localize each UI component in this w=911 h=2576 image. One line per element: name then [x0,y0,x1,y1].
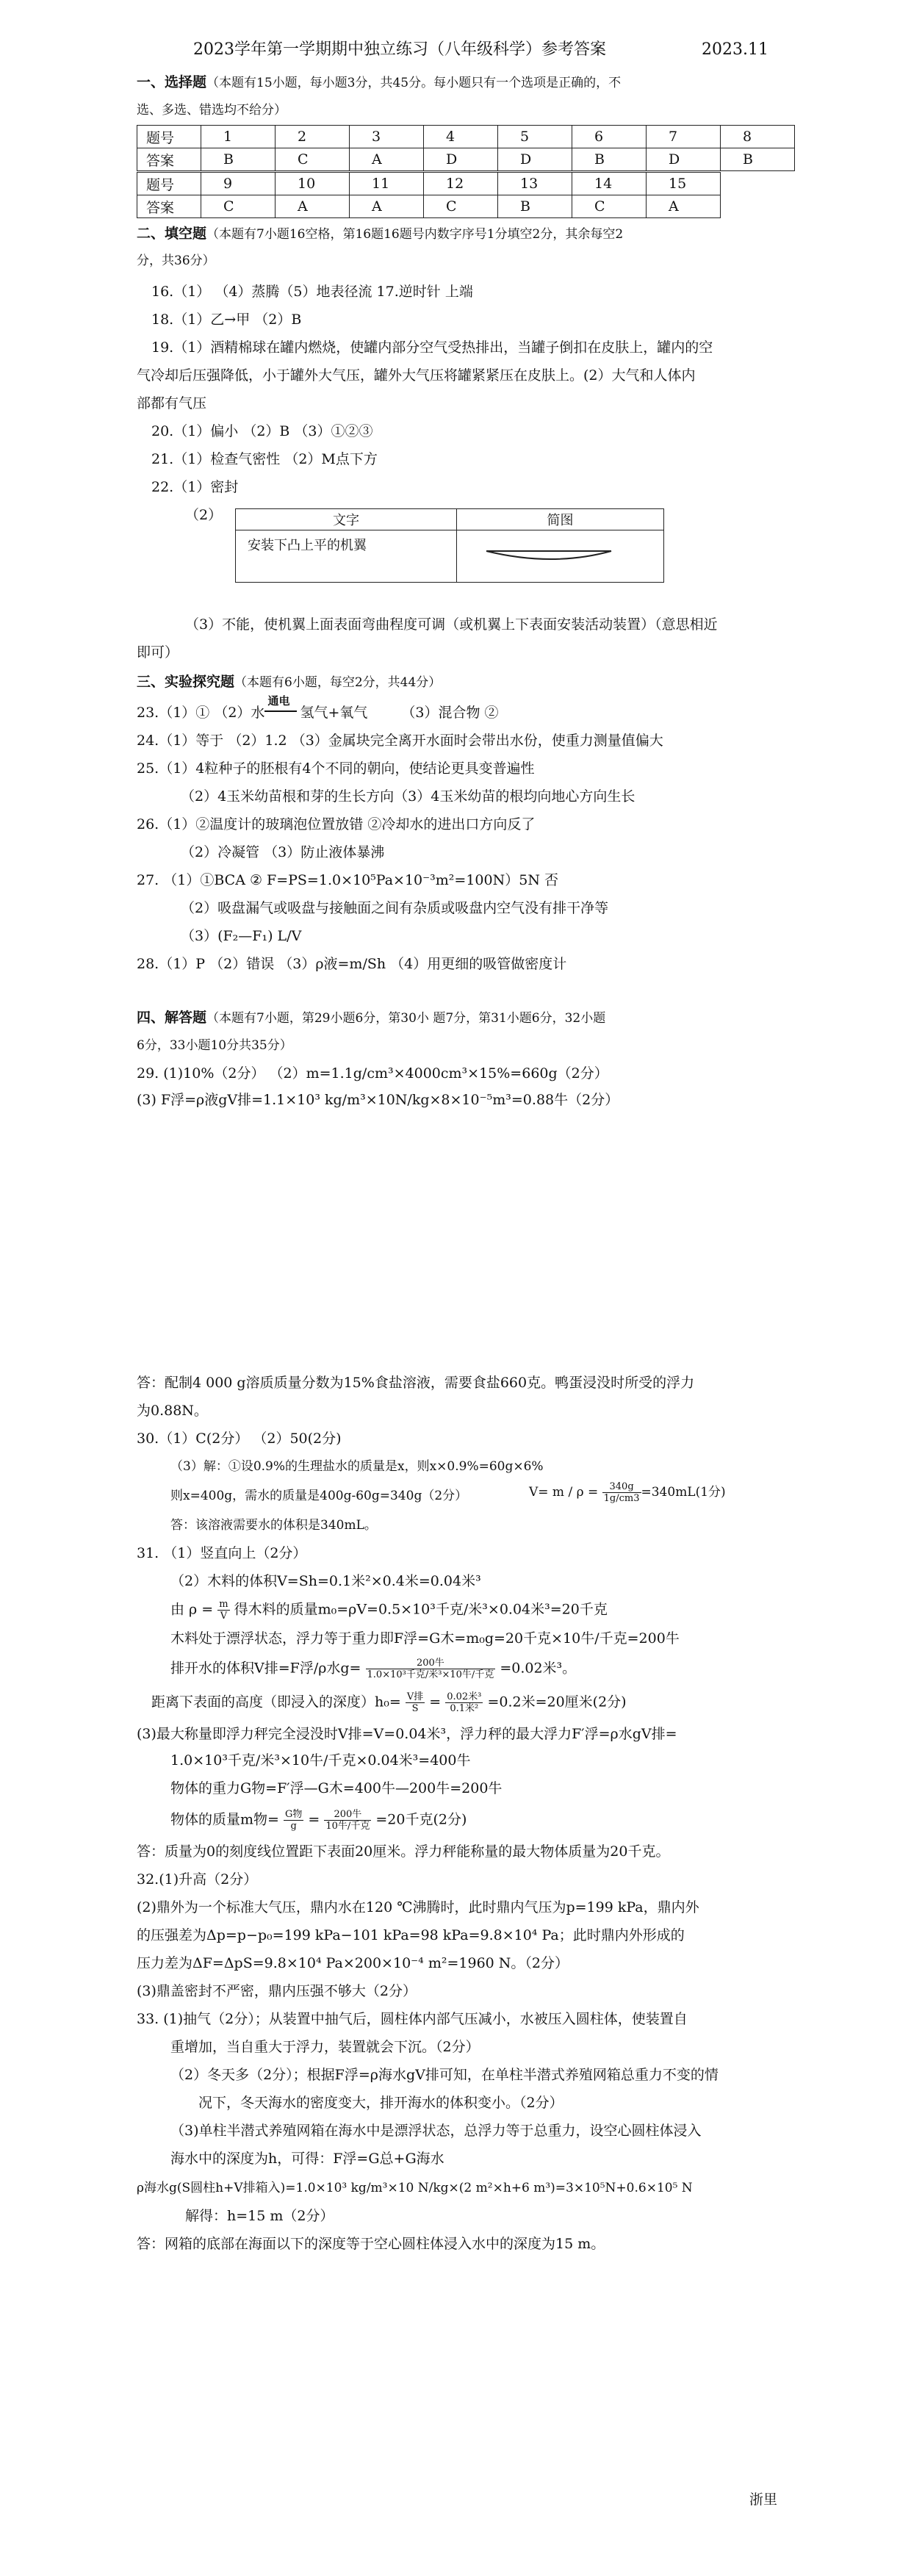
q31-line-3c: 物体的重力G物=F′浮—G木=400牛—200牛=200牛 [170,1780,503,1796]
table-cell: C [276,148,350,171]
section4-header [137,1009,605,1027]
formula-prefix: 物体的质量m物= [170,1811,279,1828]
q24-line: 24.（1）等于 （2）1.2 （3）金属块完全离开水面时会带出水份，使重力测量值偏大 [137,733,663,749]
table-cell: B [721,148,795,171]
q33-answer: 答：网箱的底部在海面以下的深度等于空心圆柱体浸入水中的深度为15 m。 [137,2236,605,2252]
fraction-numerator: V排 [406,1691,424,1702]
table-cell: 3 [350,126,424,148]
formula-suffix: 得木料的质量m₀=ρV=0.5×10³千克/米³×0.04米³=20千克 [234,1601,608,1618]
table-row [137,173,721,195]
q27-line-c: （3）(F₂—F₁) L/V [181,928,302,944]
q18-line: 18.（1）乙→甲 （2）B [151,312,302,328]
table-cell: 1 [201,126,276,148]
section1-desc-a: （本题有15小题，每小题3分，共45分。每小题只有一个选项是正确的，不 [206,76,622,90]
section4-desc-a: （本题有7小题，第29小题6分，第30小 题7分，第31小题6分，32小题 [206,1011,606,1026]
q23-part-c: （3）混合物 ② [401,705,499,721]
q29-line-1: 29. (1)10%（2分） （2）m=1.1g/cm³×4000cm³×15%=660g（2分） [137,1065,608,1082]
table-cell: 4 [424,126,498,148]
q33-line-3d: 解得：h=15 m（2分） [185,2208,334,2224]
fraction [324,1809,371,1832]
fraction [602,1481,641,1504]
section1-heading: 一、选择题 [137,74,207,90]
q31-answer: 答：质量为0的刻度线位置距下表面20厘米。浮力秤能称量的最大物体质量为20千克。 [137,1843,670,1860]
table-row [236,530,664,583]
fraction [284,1809,303,1832]
page-date: 2023.11 [702,40,768,59]
q23-arrow [264,694,300,722]
q30-line-3a: （3）解：①设0.9%的生理盐水的质量是x，则x×0.9%=60g×6% [170,1459,544,1474]
section3-header [137,673,441,691]
q31-line-1: 31. （1）竖直向上（2分） [137,1545,307,1561]
q25-line-b: （2）4玉米幼苗根和芽的生长方向（3）4玉米幼苗的根均向地心方向生长 [181,788,635,805]
fraction [445,1691,483,1714]
formula-suffix: =0.2米=20厘米(2分) [487,1694,627,1710]
q29-answer-b: 为0.88N。 [137,1403,208,1419]
table-cell: 5 [498,126,572,148]
row-label: 题号 [137,126,201,148]
q19-line-b: 气冷却后压强降低，小于罐外大气压，罐外大气压将罐紧紧压在皮肤上。(2）大气和人体内 [137,367,696,384]
section2-desc-a: （本题有7小题16空格，第16题16题号内数字序号1分填空2分，其余每空2 [206,227,624,242]
q22-drawing-table [235,508,664,583]
section2-header [137,225,623,243]
table-cell: C [424,195,498,218]
page-title: 2023学年第一学期期中独立练习（八年级科学）参考答案 [193,40,606,59]
fraction-numerator: 340g [602,1481,641,1493]
footer-mark: 浙里 [749,2492,778,2508]
row-label: 答案 [137,148,201,171]
q29-line-3: (3) F浮=ρ液gV排=1.1×10³ kg/m³×10N/kg×8×10⁻⁵m³=0.88牛（2分） [137,1092,619,1108]
q31-line-2b [170,1599,608,1622]
table-cell: B [498,195,572,218]
table-cell: 2 [276,126,350,148]
fraction-numerator: 200牛 [366,1658,496,1669]
q31-line-2a: （2）木料的体积V=Sh=0.1米²×0.4米=0.04米³ [170,1573,481,1589]
table-cell: 9 [201,173,276,195]
table-cell: 7 [647,126,721,148]
table-cell: D [647,148,721,171]
table-cell: B [572,148,647,171]
q26-line-b: （2）冷凝管 （3）防止液体暴沸 [181,844,385,860]
row-label: 题号 [137,173,201,195]
fraction-numerator: 0.02米³ [447,1691,482,1702]
formula-prefix: V= m / ρ = [529,1485,599,1500]
q22-label-2: （2） [185,507,223,523]
q32-line-2b: 的压强差为Δp=p−p₀=199 kPa−101 kPa=98 kPa=9.8×10⁴ Pa；此时鼎内外形成的 [137,1927,685,1943]
q30-line-1: 30.（1）C(2分） （2）50(2分) [137,1431,342,1447]
formula-prefix: 由 ρ = [170,1601,214,1618]
formula-suffix: =20千克(2分) [375,1811,467,1828]
choice-answer-table [137,125,795,171]
q21-line: 21.（1）检查气密性 （2）M点下方 [151,451,378,467]
q33-line-3b: 海水中的深度为h，可得：F浮=G总+G海水 [170,2151,444,2167]
section1-header [137,73,621,92]
q26-line-a: 26.（1）②温度计的玻璃泡位置放错 ②冷却水的进出口方向反了 [137,816,536,832]
fraction-denominator: g [290,1821,297,1832]
row-label: 答案 [137,195,201,218]
q32-line-2a: (2)鼎外为一个标准大气压，鼎内水在120 ℃沸腾时，此时鼎内气压为p=199 kPa，鼎内外 [137,1899,699,1915]
q25-line-a: 25.（1）4粒种子的胚根有4个不同的朝向，使结论更具变普遍性 [137,760,535,777]
section1-desc-b: 选、多选、错选均不给分） [137,103,287,118]
fraction-denominator: V [220,1611,228,1622]
section3-heading: 三、实验探究题 [137,674,235,690]
table-cell: B [201,148,276,171]
reaction-arrow-icon [264,710,297,712]
q33-line-1b: 重增加，当自重大于浮力，装置就会下沉。（2分） [170,2039,480,2055]
q19-line-c: 部都有气压 [137,395,207,411]
fraction-denominator: 1g/cm3 [603,1493,640,1504]
fraction [366,1658,496,1680]
section4-desc-b: 6分，33小题10分共35分） [137,1038,292,1053]
section2-desc-b: 分，共36分） [137,253,215,268]
q33-line-3c: ρ海水g(S圆柱h+V排箱入)=1.0×10³ kg/m³×10 N/kg×(2 m²×h+6 m³)=3×10⁵N+0.6×10⁵ N [137,2181,693,2195]
formula-prefix: 距离下表面的高度（即浸入的深度）h₀= [151,1694,401,1710]
q32-line-2c: 压力差为ΔF=ΔpS=9.8×10⁴ Pa×200×10⁻⁴ m²=1960 N。（2分） [137,1955,569,1971]
q22-line-1: 22.（1）密封 [151,479,239,495]
fraction [217,1599,229,1622]
table-cell: A [350,195,424,218]
table-cell: 15 [647,173,721,195]
formula-suffix: =340mL(1分) [641,1485,726,1500]
table-cell: A [276,195,350,218]
q33-line-2b: 况下，冬天海水的密度变大，排开海水的体积变小。（2分） [198,2095,563,2111]
table-cell: D [498,148,572,171]
table-row [236,509,664,530]
q27-line-b: （2）吸盘漏气或吸盘与接触面之间有杂质或吸盘内空气没有排干净等 [181,900,609,916]
q28-line: 28.（1）P （2）错误 （3）ρ液=m/Sh （4）用更细的吸管做密度计 [137,956,567,972]
q30-volume-formula [529,1481,726,1504]
q33-line-2a: （2）冬天多（2分）；根据F浮=ρ海水gV排可知，在单柱半潜式养殖网箱总重力不变的情 [170,2067,719,2083]
q30-answer: 答：该溶液需要水的体积是340mL。 [170,1518,377,1533]
q31-line-2d [170,1658,576,1680]
q29-answer-a: 答：配制4 000 g溶质质量分数为15%食盐溶液，需要食盐660克。鸭蛋浸没时所受的浮力 [137,1375,695,1391]
fraction-denominator: 0.1米² [450,1703,479,1714]
q31-line-3d [170,1809,467,1832]
q23-part-a: 23.（1）① （2）水 [137,705,265,721]
table-cell: A [350,148,424,171]
q31-line-3b: 1.0×10³千克/米³×10牛/千克×0.04米³=400牛 [170,1752,471,1769]
q30-line-3b: 则x=400g，需水的质量是400g-60g=340g（2分） [170,1489,468,1503]
choice-answer-table-2 [137,172,721,218]
q31-line-3a: (3)最大称量即浮力秤完全浸没时V排=V=0.04米³，浮力秤的最大浮力F′浮=ρ水gV排= [137,1726,677,1742]
table-cell: 14 [572,173,647,195]
q16-line: 16.（1） （4）蒸腾（5）地表径流 17.逆时针 上端 [151,284,473,300]
table-cell: D [424,148,498,171]
fraction-denominator: 1.0×10³千克/米³×10牛/千克 [367,1669,494,1680]
q22-line-3a: （3）不能，使机翼上面表面弯曲程度可调（或机翼上下表面安装活动装置）（意思相近 [185,616,718,633]
fraction-numerator: m [219,1599,228,1610]
formula-equals: = [308,1811,320,1828]
table-cell: C [201,195,276,218]
q31-line-2e [151,1691,627,1714]
table-cell: 12 [424,173,498,195]
fraction-denominator: 10牛/千克 [325,1821,370,1832]
table-cell: A [647,195,721,218]
formula-suffix: =0.02米³。 [500,1660,577,1677]
q32-line-3: (3)鼎盖密封不严密，鼎内压强不够大（2分） [137,1983,417,1999]
q22-line-3b: 即可） [137,644,179,661]
table-cell: 6 [572,126,647,148]
q19-line-a: 19.（1）酒精棉球在罐内燃烧，使罐内部分空气受热排出，当罐子倒扣在皮肤上，罐内的空 [151,339,713,356]
table-header-cell: 文字 [236,509,457,530]
table-cell: 13 [498,173,572,195]
section2-heading: 二、填空题 [137,226,207,242]
q23-part-b: 氢气+氧气 [300,705,368,721]
table-cell: 安装下凸上平的机翼 [236,530,457,583]
q27-line-a: 27. （1）①BCA ② F=PS=1.0×10⁵Pa×10⁻³m²=100N）5N 否 [137,872,558,888]
section4-heading: 四、解答题 [137,1010,207,1026]
table-row [137,195,721,218]
table-row [137,126,795,148]
table-cell: 8 [721,126,795,148]
table-row [137,148,795,171]
q31-line-2c: 木料处于漂浮状态，浮力等于重力即F浮=G木=m₀g=20千克×10牛/千克=200牛 [170,1630,680,1647]
q33-line-3a: （3)单柱半潜式养殖网箱在海水中是漂浮状态，总浮力等于总重力，设空心圆柱体浸入 [170,2123,702,2139]
table-cell: 11 [350,173,424,195]
formula-equals: = [429,1694,442,1710]
fraction [406,1691,425,1714]
fraction-numerator: G物 [284,1809,303,1820]
q32-line-1: 32.(1)升高（2分） [137,1871,258,1888]
table-cell: C [572,195,647,218]
q33-line-1a: 33. (1)抽气（2分）；从装置中抽气后，圆柱体内部气压减小，水被压入圆柱体，使装置自 [137,2011,688,2027]
wing-profile-icon [464,532,655,576]
q23-line [137,694,499,722]
q23-arrow-label: 通电 [267,694,290,708]
table-cell: 10 [276,173,350,195]
fraction-numerator: 200牛 [324,1809,371,1821]
fraction-denominator: S [411,1703,419,1714]
table-header-cell: 简图 [457,509,664,530]
q20-line: 20.（1）偏小 （2）B （3）①②③ [151,423,373,439]
wing-sketch-cell [457,530,664,583]
formula-prefix: 排开水的体积V排=F浮/ρ水g= [170,1660,361,1677]
section3-desc: （本题有6小题，每空2分，共44分） [234,675,442,690]
